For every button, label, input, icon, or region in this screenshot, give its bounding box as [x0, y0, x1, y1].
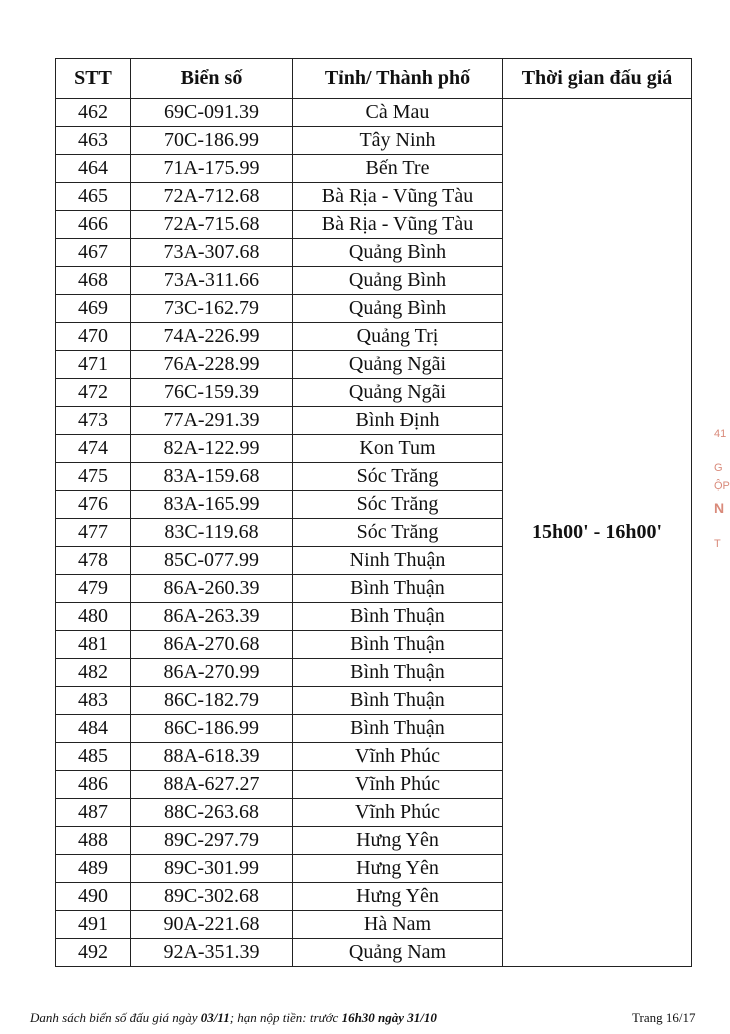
stt-cell: 475 — [56, 463, 131, 491]
header-plate-number: Biển số — [131, 59, 293, 99]
footer-text-2: ; hạn nộp tiền: trước — [229, 1010, 342, 1025]
province-cell: Bình Thuận — [293, 575, 503, 603]
stt-cell: 467 — [56, 239, 131, 267]
page-number: Trang 16/17 — [632, 1010, 696, 1025]
stt-cell: 466 — [56, 211, 131, 239]
stamp-text-1: 41 — [714, 428, 727, 440]
province-cell: Bình Thuận — [293, 687, 503, 715]
plate-number-cell: 72A-712.68 — [131, 183, 293, 211]
province-cell: Vĩnh Phúc — [293, 799, 503, 827]
plate-number-cell: 76C-159.39 — [131, 379, 293, 407]
header-stt: STT — [56, 59, 131, 99]
plate-number-cell: 92A-351.39 — [131, 939, 293, 967]
stt-cell: 473 — [56, 407, 131, 435]
stt-cell: 479 — [56, 575, 131, 603]
stt-cell: 474 — [56, 435, 131, 463]
stt-cell: 469 — [56, 295, 131, 323]
province-cell: Quảng Ngãi — [293, 351, 503, 379]
footer-deadline: 16h30 ngày 31/10 — [341, 1010, 437, 1025]
plate-number-cell: 73C-162.79 — [131, 295, 293, 323]
plate-number-cell: 76A-228.99 — [131, 351, 293, 379]
stt-cell: 476 — [56, 491, 131, 519]
stt-cell: 492 — [56, 939, 131, 967]
plate-number-cell: 88A-618.39 — [131, 743, 293, 771]
stt-cell: 471 — [56, 351, 131, 379]
province-cell: Hà Nam — [293, 911, 503, 939]
stt-cell: 484 — [56, 715, 131, 743]
plate-number-cell: 69C-091.39 — [131, 99, 293, 127]
province-cell: Hưng Yên — [293, 855, 503, 883]
province-cell: Sóc Trăng — [293, 519, 503, 547]
province-cell: Tây Ninh — [293, 127, 503, 155]
stt-cell: 491 — [56, 911, 131, 939]
plate-number-cell: 83A-165.99 — [131, 491, 293, 519]
plate-number-cell: 88A-627.27 — [131, 771, 293, 799]
plate-number-cell: 86C-186.99 — [131, 715, 293, 743]
province-cell: Bà Rịa - Vũng Tàu — [293, 211, 503, 239]
province-cell: Bình Thuận — [293, 631, 503, 659]
plate-number-cell: 85C-077.99 — [131, 547, 293, 575]
province-cell: Quảng Bình — [293, 295, 503, 323]
plate-number-cell: 86A-260.39 — [131, 575, 293, 603]
plate-number-cell: 90A-221.68 — [131, 911, 293, 939]
plate-number-cell: 89C-297.79 — [131, 827, 293, 855]
stt-cell: 490 — [56, 883, 131, 911]
province-cell: Kon Tum — [293, 435, 503, 463]
stt-cell: 486 — [56, 771, 131, 799]
province-cell: Quảng Bình — [293, 239, 503, 267]
auction-time-cell: 15h00' - 16h00' — [503, 99, 692, 967]
province-cell: Vĩnh Phúc — [293, 743, 503, 771]
plate-number-cell: 89C-301.99 — [131, 855, 293, 883]
plate-number-cell: 86A-270.68 — [131, 631, 293, 659]
plate-number-cell: 86C-182.79 — [131, 687, 293, 715]
province-cell: Bà Rịa - Vũng Tàu — [293, 183, 503, 211]
plate-number-cell: 74A-226.99 — [131, 323, 293, 351]
stt-cell: 485 — [56, 743, 131, 771]
stt-cell: 472 — [56, 379, 131, 407]
footer-date: 03/11 — [200, 1010, 230, 1025]
province-cell: Hưng Yên — [293, 827, 503, 855]
stt-cell: 482 — [56, 659, 131, 687]
stt-cell: 464 — [56, 155, 131, 183]
province-cell: Sóc Trăng — [293, 463, 503, 491]
plate-number-cell: 82A-122.99 — [131, 435, 293, 463]
footer-text-1: Danh sách biển số đấu giá ngày — [30, 1010, 201, 1025]
stt-cell: 468 — [56, 267, 131, 295]
stamp-text-4: N — [714, 500, 725, 516]
table-row — [56, 99, 692, 127]
province-cell: Quảng Trị — [293, 323, 503, 351]
province-cell: Bình Định — [293, 407, 503, 435]
plate-number-cell: 88C-263.68 — [131, 799, 293, 827]
province-cell: Bình Thuận — [293, 659, 503, 687]
plate-number-cell: 72A-715.68 — [131, 211, 293, 239]
plate-number-cell: 70C-186.99 — [131, 127, 293, 155]
stamp-fragment — [712, 420, 730, 570]
stt-cell: 480 — [56, 603, 131, 631]
table-header-row — [56, 59, 692, 99]
plate-number-cell: 71A-175.99 — [131, 155, 293, 183]
plate-number-cell: 86A-270.99 — [131, 659, 293, 687]
plate-number-cell: 83C-119.68 — [131, 519, 293, 547]
plate-number-cell: 77A-291.39 — [131, 407, 293, 435]
stt-cell: 483 — [56, 687, 131, 715]
stt-cell: 487 — [56, 799, 131, 827]
header-auction-time: Thời gian đấu giá — [503, 59, 692, 99]
province-cell: Vĩnh Phúc — [293, 771, 503, 799]
province-cell: Quảng Ngãi — [293, 379, 503, 407]
plate-number-cell: 83A-159.68 — [131, 463, 293, 491]
plate-number-cell: 89C-302.68 — [131, 883, 293, 911]
province-cell: Quảng Bình — [293, 267, 503, 295]
stamp-text-5: T — [714, 538, 721, 550]
province-cell: Cà Mau — [293, 99, 503, 127]
stamp-text-2: G — [714, 462, 723, 474]
stt-cell: 478 — [56, 547, 131, 575]
stt-cell: 481 — [56, 631, 131, 659]
province-cell: Bến Tre — [293, 155, 503, 183]
stt-cell: 477 — [56, 519, 131, 547]
province-cell: Hưng Yên — [293, 883, 503, 911]
stt-cell: 463 — [56, 127, 131, 155]
plate-number-cell: 73A-307.68 — [131, 239, 293, 267]
header-province: Tỉnh/ Thành phố — [293, 59, 503, 99]
plate-auction-table — [55, 58, 692, 967]
plate-number-cell: 86A-263.39 — [131, 603, 293, 631]
stt-cell: 489 — [56, 855, 131, 883]
footer-note — [30, 1010, 437, 1026]
stt-cell: 488 — [56, 827, 131, 855]
stt-cell: 462 — [56, 99, 131, 127]
stamp-text-3: ỘP — [714, 480, 730, 492]
stt-cell: 470 — [56, 323, 131, 351]
province-cell: Quảng Nam — [293, 939, 503, 967]
province-cell: Bình Thuận — [293, 715, 503, 743]
province-cell: Bình Thuận — [293, 603, 503, 631]
province-cell: Sóc Trăng — [293, 491, 503, 519]
table-body — [56, 99, 692, 967]
plate-number-cell: 73A-311.66 — [131, 267, 293, 295]
province-cell: Ninh Thuận — [293, 547, 503, 575]
stt-cell: 465 — [56, 183, 131, 211]
